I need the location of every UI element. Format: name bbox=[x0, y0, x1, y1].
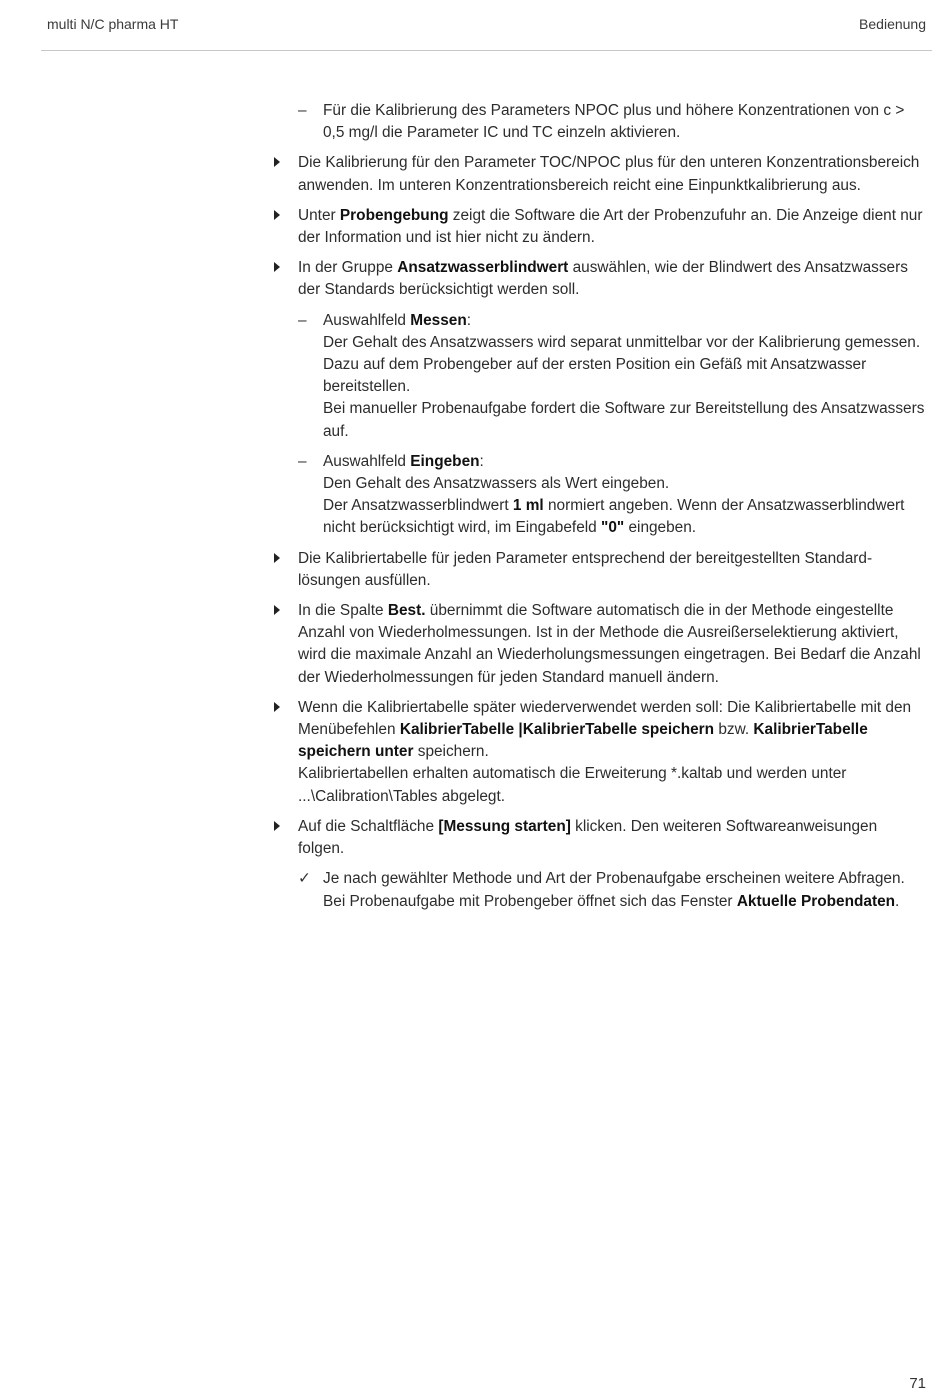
step-text-part: zeigt die Software die Art der Probenzufuhr an. Die Anzeige dient nur der Information und ist hier nicht zu ändern. bbox=[298, 206, 923, 247]
ui-term-aktuelle-probendaten: Aktuelle Probendaten bbox=[736, 892, 896, 910]
step-text-part: In die Spalte bbox=[298, 602, 388, 620]
ui-term-eingeben: Eingeben bbox=[410, 452, 480, 470]
step-text-part: Wenn die Kalibriertabelle später wiederverwendet werden soll: Die Kalibriertabelle mit den Menübefehlen bbox=[298, 698, 912, 739]
step-item-ansatzwasserblindwert bbox=[274, 257, 926, 301]
ui-term-messen: Messen bbox=[410, 311, 467, 329]
result-text-part: Je nach gewählter Methode und Art der Probenaufgabe erscheinen weitere Abfragen. Bei Probenaufgabe mit Probengeber öffnet sich das Fenster bbox=[323, 870, 905, 910]
ui-term-probengebung: Probengebung bbox=[339, 206, 449, 224]
step-text-part: Auf die Schaltfläche bbox=[298, 817, 439, 835]
step-text-part: speichern. bbox=[413, 743, 489, 761]
step-text-part: klicken. Den weiteren Softwareanweisungen folgen. bbox=[298, 817, 878, 858]
step-item-probengebung bbox=[274, 205, 926, 249]
dash-marker: – bbox=[298, 311, 307, 329]
dash-item-messen bbox=[274, 310, 926, 443]
dash-text-line: Der Gehalt des Ansatzwassers wird separat unmittelbar vor der Kalibrierung gemessen. Dazu auf dem Probengeber auf der ersten Position ein Gefäß mit Ansatzwasser bereitstellen. bbox=[323, 333, 921, 396]
instruction-body bbox=[274, 100, 926, 921]
running-header-section: Bedienung bbox=[859, 16, 926, 32]
dash-item-text: Für die Kalibrierung des Parameters NPOC plus und höhere Konzentrationen von c > 0,5 mg/l die Parameter IC und TC einzeln aktivieren. bbox=[323, 102, 905, 142]
dash-item-eingeben bbox=[274, 451, 926, 540]
dash-marker: – bbox=[298, 102, 307, 119]
dash-text-part: Der Ansatzwasserblindwert bbox=[323, 497, 513, 515]
triangle-bullet-icon bbox=[274, 205, 288, 227]
step-item-start-measurement bbox=[274, 816, 926, 860]
dash-text-line: Bei manueller Probenaufgabe fordert die Software zur Bereitstellung des Ansatzwassers auf. bbox=[323, 400, 925, 440]
menu-path-save: KalibrierTabelle |KalibrierTabelle speichern bbox=[399, 721, 715, 739]
value-1ml: 1 ml bbox=[512, 497, 544, 515]
dash-text-part: normiert angeben. Wenn der Ansatzwasserblindwert nicht berücksichtigt wird, im Eingabefeld bbox=[323, 497, 905, 537]
menu-path-save-as: KalibrierTabelle speichern unter bbox=[298, 721, 868, 761]
step-text: Die Kalibriertabelle für jeden Parameter entsprechend der bereitgestellten Standardlösungen ausfüllen. bbox=[298, 549, 873, 589]
step-item-fill-table bbox=[274, 548, 926, 592]
dash-text-part: eingeben. bbox=[624, 519, 697, 537]
result-item bbox=[274, 868, 926, 912]
header-divider bbox=[41, 50, 932, 51]
dash-text-part: Auswahlfeld bbox=[323, 311, 411, 329]
step-item-save-table bbox=[274, 697, 926, 808]
dash-item-npoc-calibration bbox=[274, 100, 926, 144]
ui-term-best: Best. bbox=[387, 602, 426, 620]
step-text-part: In der Gruppe bbox=[298, 259, 398, 277]
step-item-lower-range bbox=[274, 152, 926, 196]
triangle-bullet-icon bbox=[274, 600, 288, 622]
running-header-title: multi N/C pharma HT bbox=[47, 16, 179, 32]
value-zero: "0" bbox=[601, 519, 625, 537]
ui-term-messung-starten: [Messung starten] bbox=[438, 817, 571, 835]
dash-text-part: : bbox=[466, 311, 472, 329]
ui-term-ansatzwasserblindwert: Ansatzwasserblindwert bbox=[397, 259, 569, 277]
triangle-bullet-icon bbox=[274, 548, 288, 570]
result-text-part: . bbox=[895, 892, 900, 910]
step-text-line: Kalibriertabellen erhalten automatisch die Erweiterung *.kaltab und werden unter ...\Calibration\Tables abgelegt. bbox=[298, 765, 847, 805]
dash-text-line: Den Gehalt des Ansatzwassers als Wert eingeben. bbox=[323, 475, 670, 493]
dash-text-part: : bbox=[479, 452, 484, 470]
triangle-bullet-icon bbox=[274, 816, 288, 838]
step-text-part: Unter bbox=[298, 206, 340, 224]
triangle-bullet-icon bbox=[274, 257, 288, 279]
step-text-part: auswählen, wie der Blindwert des Ansatzwassers der Standards berücksichtigt werden soll. bbox=[298, 259, 908, 299]
page-number: 71 bbox=[909, 1375, 926, 1392]
check-icon: ✓ bbox=[298, 870, 311, 888]
triangle-bullet-icon bbox=[274, 697, 288, 719]
step-text-part: übernimmt die Software automatisch die in der Methode eingestellte Anzahl von Wiederholmessungen. Ist in der Methode die Ausreißerselektierung aktiviert, wird die maximale Anzahl an Wiederholungsmessungen eingetragen. Bei Bedarf die Anzahl der Wiederholmessungen für jeden Standard manuell ändern. bbox=[298, 602, 921, 686]
step-text: Die Kalibrierung für den Parameter TOC/NPOC plus für den unteren Konzentrationsbereich anwenden. Im unteren Konzentrationsbereich reicht eine Einpunktkalibrierung aus. bbox=[298, 154, 920, 194]
triangle-bullet-icon bbox=[274, 152, 288, 174]
step-item-best-column bbox=[274, 600, 926, 689]
dash-marker: – bbox=[298, 452, 307, 470]
dash-text-part: Auswahlfeld bbox=[323, 452, 411, 470]
step-text-part: bzw. bbox=[714, 721, 754, 739]
